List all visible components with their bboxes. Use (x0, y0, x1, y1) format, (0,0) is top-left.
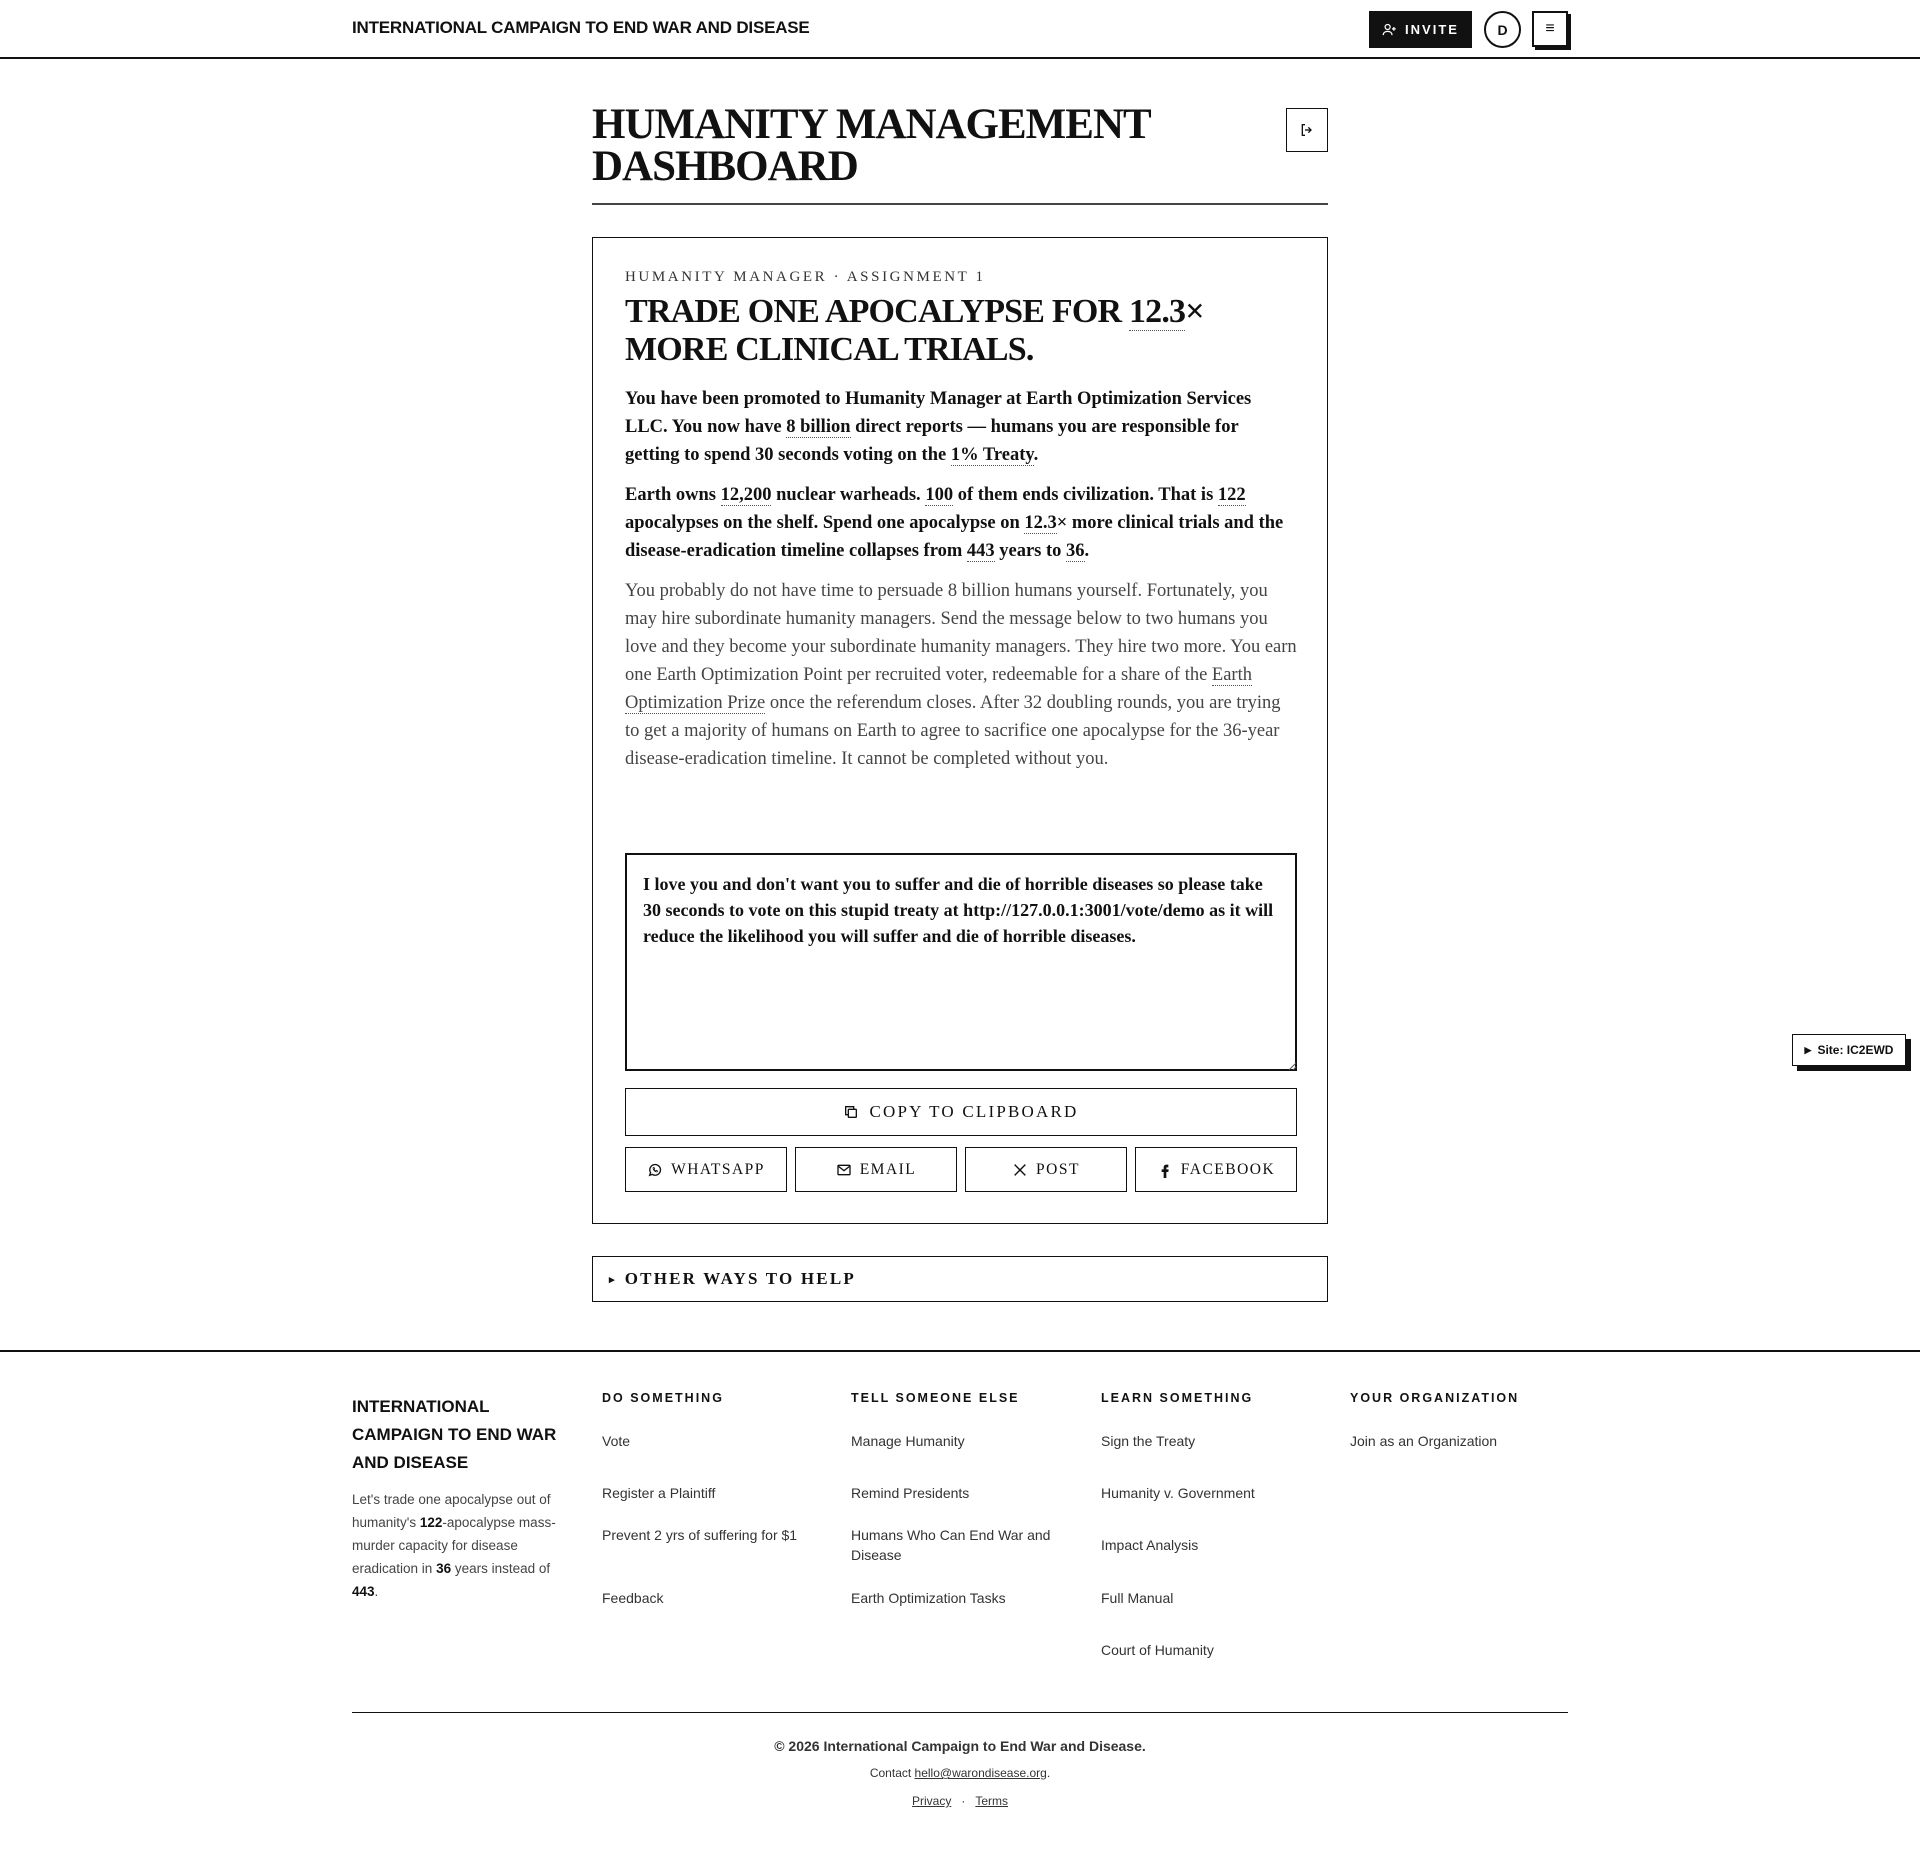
apocalypses-count[interactable]: 122 (1217, 485, 1246, 505)
footer-col-do-something (602, 1391, 822, 1427)
user-avatar[interactable]: D (1484, 11, 1521, 48)
years-from[interactable]: 443 (966, 541, 995, 561)
copyright-text: © 2026 International Campaign to End War and Disease. (774, 1738, 1146, 1754)
message-textarea[interactable]: I love you and don't want you to suffer and die of horrible diseases so please take 30 seconds to vote on this stupid treaty at http://127.0.0.1:3001/vote/demo as it will reduce the likelihood you will suffer and die of horrible diseases. (625, 853, 1297, 1071)
p1-text-c: . (1033, 445, 1039, 465)
top-navbar (0, 0, 1920, 59)
warheads-paragraph (625, 481, 1297, 565)
x-logo-icon (1012, 1162, 1028, 1178)
footer-tagline (352, 1488, 562, 1603)
post-label: POST (1036, 1160, 1080, 1178)
page-title-line2: DASHBOARD (592, 143, 858, 190)
whatsapp-icon (647, 1162, 663, 1178)
site-brand[interactable]: INTERNATIONAL CAMPAIGN TO END WAR AND DISEASE (352, 18, 810, 37)
heading-part-b: × MORE CLINICAL TRIALS. (625, 293, 1204, 368)
assignment-card (592, 237, 1328, 1224)
footer-link-humans-who-can[interactable]: Humans Who Can End War and Disease (851, 1527, 1051, 1563)
terms-link[interactable]: Terms (975, 1794, 1008, 1808)
p1-text-a: You have been promoted to Humanity Manager at Earth Optimization Services LLC. You now have (625, 389, 1252, 437)
footer-divider (0, 1350, 1920, 1352)
other-ways-label: OTHER WAYS TO HELP (624, 1269, 856, 1288)
p2-text-f: years to (994, 541, 1067, 561)
whatsapp-label: WHATSAPP (671, 1160, 765, 1178)
x-post-button[interactable] (965, 1147, 1127, 1192)
share-buttons (625, 1147, 1297, 1192)
footer-col-your-organization (1350, 1391, 1570, 1427)
footer-link-vote[interactable]: Vote (602, 1433, 631, 1449)
footer-col-heading: LEARN SOMETHING (1101, 1391, 1254, 1405)
user-plus-icon (1382, 22, 1397, 37)
privacy-link[interactable]: Privacy (911, 1794, 952, 1808)
p3-text-a: You probably do not have time to persuade 8 billion humans yourself. Fortunately, you may hire subordinate humanity managers. Send the message below to two humans you love and they become your subordinate humanity managers. They hire two more. You earn one Earth Optimization Point per recruited voter, redeemable for a share of the (625, 581, 1297, 685)
footer-col-heading: DO SOMETHING (602, 1391, 724, 1405)
footer-bottom-divider (352, 1712, 1568, 1713)
p2-text-g: . (1084, 541, 1090, 561)
other-ways-to-help-toggle[interactable] (592, 1256, 1328, 1302)
footer-link-humanity-v-government[interactable]: Humanity v. Government (1101, 1485, 1255, 1501)
email-label: EMAIL (859, 1160, 917, 1178)
civilization-count[interactable]: 100 (925, 485, 954, 505)
intro-paragraph (625, 385, 1297, 469)
footer-col-heading: YOUR ORGANIZATION (1350, 1391, 1520, 1405)
footer-link-court-of-humanity[interactable]: Court of Humanity (1101, 1642, 1214, 1658)
p2-text-c: of them ends civilization. That is (953, 485, 1218, 505)
assignment-heading (625, 293, 1265, 369)
footer-link-full-manual[interactable]: Full Manual (1101, 1590, 1174, 1606)
prize-link[interactable]: Earth Optimization Prize (625, 665, 1252, 713)
footer-link-join-organization[interactable]: Join as an Organization (1350, 1433, 1498, 1449)
invite-label: INVITE (1405, 22, 1459, 37)
footer-col-tell-someone (851, 1391, 1071, 1427)
footer-link-remind-presidents[interactable]: Remind Presidents (851, 1485, 970, 1501)
contact-prefix: Contact (869, 1766, 915, 1780)
logout-icon (1299, 122, 1315, 138)
heading-part-a: TRADE ONE APOCALYPSE FOR (625, 293, 1129, 330)
site-badge-label: Site: IC2EWD (1817, 1043, 1894, 1057)
resize-grip-icon[interactable] (1287, 1061, 1297, 1071)
tagline-years-old: 443 (352, 1584, 375, 1599)
assignment-kicker: HUMANITY MANAGER · ASSIGNMENT 1 (625, 269, 986, 285)
legal-links (0, 1794, 1920, 1808)
copy-icon (843, 1104, 859, 1120)
tagline-apocalypses: 122 (419, 1515, 443, 1530)
contact-suffix: . (1046, 1766, 1051, 1780)
footer-col-learn-something (1101, 1391, 1321, 1427)
play-icon: ▶ (1804, 1044, 1812, 1055)
whatsapp-button[interactable] (625, 1147, 787, 1192)
heading-multiplier[interactable]: 12.3 (1128, 293, 1186, 330)
legal-separator: · (961, 1794, 966, 1808)
warheads-count[interactable]: 12,200 (720, 485, 772, 505)
footer-link-manage-humanity[interactable]: Manage Humanity (851, 1433, 965, 1449)
tagline-c: years instead of (451, 1561, 551, 1576)
p2-text-b: nuclear warheads. (771, 485, 926, 505)
footer-link-impact-analysis[interactable]: Impact Analysis (1101, 1537, 1199, 1553)
copy-label: COPY TO CLIPBOARD (869, 1102, 1079, 1121)
tagline-years-new: 36 (436, 1561, 452, 1576)
p2-text-a: Earth owns (625, 485, 721, 505)
page-title-line1: HUMANITY MANAGEMENT (592, 101, 1151, 148)
p1-text-b: direct reports — humans you are responsible for getting to spend 30 seconds voting on the (625, 417, 1239, 465)
treaty-link[interactable]: 1% Treaty (950, 445, 1034, 465)
title-divider (592, 203, 1328, 205)
facebook-button[interactable] (1135, 1147, 1297, 1192)
tagline-a: Let's trade one apocalypse out of humanity's (352, 1492, 551, 1530)
footer-link-register-plaintiff[interactable]: Register a Plaintiff (602, 1485, 716, 1501)
contact-email-link[interactable]: hello@warondisease.org (914, 1766, 1047, 1780)
contact-line (0, 1766, 1920, 1780)
logout-button[interactable] (1286, 108, 1328, 152)
footer-link-sign-treaty[interactable]: Sign the Treaty (1101, 1433, 1196, 1449)
footer-link-earth-tasks[interactable]: Earth Optimization Tasks (851, 1590, 1006, 1606)
p3-text-b: once the referendum closes. After 32 doubling rounds, you are trying to get a majority of humans on Earth to agree to sacrifice one apocalypse for the 36-year disease-eradication timeline. It cannot be completed without you. (625, 693, 1281, 769)
p2-text-d: apocalypses on the shelf. Spend one apocalypse on (625, 513, 1025, 533)
footer-brand[interactable]: INTERNATIONAL CAMPAIGN TO END WAR AND DISEASE (352, 1397, 557, 1472)
trials-multiplier[interactable]: 12.3 (1024, 513, 1057, 533)
footer-link-feedback[interactable]: Feedback (602, 1590, 664, 1606)
footer-col-heading: TELL SOMEONE ELSE (851, 1391, 1020, 1405)
facebook-icon (1157, 1162, 1173, 1178)
disclosure-triangle-icon: ▸ (609, 1273, 617, 1286)
p2-text-e: × more clinical trials and the disease-eradication timeline collapses from (625, 513, 1284, 561)
recruit-paragraph (625, 577, 1297, 773)
direct-reports-count[interactable]: 8 billion (786, 417, 851, 437)
facebook-label: FACEBOOK (1180, 1160, 1276, 1178)
invite-button[interactable] (1369, 11, 1472, 48)
tagline-b: -apocalypse mass-murder capacity for disease eradication in (352, 1515, 556, 1576)
years-to[interactable]: 36 (1066, 541, 1085, 561)
copy-to-clipboard-button[interactable] (625, 1088, 1297, 1136)
mail-icon (836, 1162, 852, 1178)
site-badge[interactable] (1792, 1034, 1906, 1066)
tagline-d: . (374, 1584, 379, 1599)
footer-link-prevent-suffering[interactable]: Prevent 2 yrs of suffering for $1 (602, 1527, 798, 1543)
email-button[interactable] (795, 1147, 957, 1192)
hamburger-menu-icon[interactable]: ≡ (1532, 11, 1568, 47)
page-title (592, 101, 1212, 190)
